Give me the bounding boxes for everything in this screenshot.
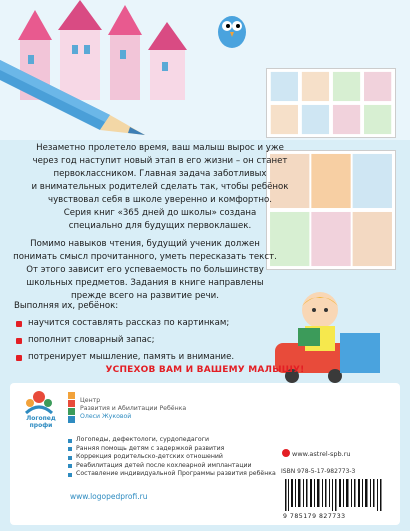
intro-line: Незаметно пролетело время, ваш малыш вырос и уже [36, 143, 284, 153]
intro-line: специально для будущих первоклашек. [68, 221, 252, 231]
bird-illustration [212, 4, 252, 54]
list-heading: Выполняя их, ребёнок: [14, 301, 119, 311]
list-item: научится составлять рассказ по картинкам; [14, 317, 244, 330]
isbn-label: ISBN 978-5-17-982773-3 [281, 468, 356, 475]
publisher-site[interactable]: www.astrel-spb.ru [292, 450, 351, 458]
intro-line: Серия книг «365 дней до школы» создана [63, 208, 257, 218]
color-squares [68, 392, 76, 424]
website-link[interactable]: www.logopedprofi.ru [70, 492, 148, 501]
color-square [68, 400, 75, 407]
center-line: Центр [80, 397, 101, 404]
service-item: Ранняя помощь детям с задержкой развития [68, 445, 278, 454]
second-line: Помимо навыков чтения, будущий ученик должен [30, 239, 260, 249]
publisher-logo-icon [282, 449, 290, 457]
intro-line: первоклассником. Главная задача заботливых [53, 169, 267, 179]
color-square [68, 408, 75, 415]
second-line: От этого зависит его успеваемость по большинству [26, 265, 264, 275]
list-item: потренирует мышление, память и внимание. [14, 351, 244, 364]
second-line: понимать смысл прочитанного, уметь пересказать текст. [13, 252, 277, 262]
service-item: Составление индивидуальной Программы развития ребёнка [68, 470, 278, 479]
intro-line: чувствовал себя в школе уверенно и комфортно. [48, 195, 272, 205]
list-item: пополнит словарный запас; [14, 334, 244, 347]
benefits-list [14, 300, 244, 364]
intro-line: через год наступит новый этап в его жизни – он станет [32, 156, 288, 166]
services-list [68, 436, 278, 479]
logo-label: Логопед профи [26, 415, 56, 429]
success-slogan: УСПЕХОВ ВАМ И ВАШЕМУ МАЛЫШУ! [105, 365, 305, 375]
service-item: Логопеды, дефектологи, сурдопедагоги [68, 436, 278, 445]
barcode-digits: 9 785179 827733 [283, 513, 346, 520]
second-line: школьных предметов. Задания в книге направлены [26, 278, 264, 288]
center-info [80, 397, 186, 421]
pencil-illustration [0, 60, 150, 140]
second-paragraph [10, 238, 280, 303]
center-name: Олеси Жуковой [80, 413, 132, 420]
service-item: Реабилитация детей после кохлеарной имплантации [68, 462, 278, 471]
barcode-icon [281, 477, 391, 513]
intro-line: и внимательных родителей сделать так, чтобы ребёнок [31, 182, 289, 192]
second-line: прежде всего на развитие речи. [71, 291, 219, 301]
story-pictures-top [266, 68, 396, 138]
service-item: Коррекция родительско-детских отношений [68, 453, 278, 462]
intro-paragraph [10, 142, 310, 233]
color-square [68, 392, 75, 399]
center-line: Развития и Абилитации Ребёнка [80, 405, 187, 412]
color-square [68, 416, 75, 423]
